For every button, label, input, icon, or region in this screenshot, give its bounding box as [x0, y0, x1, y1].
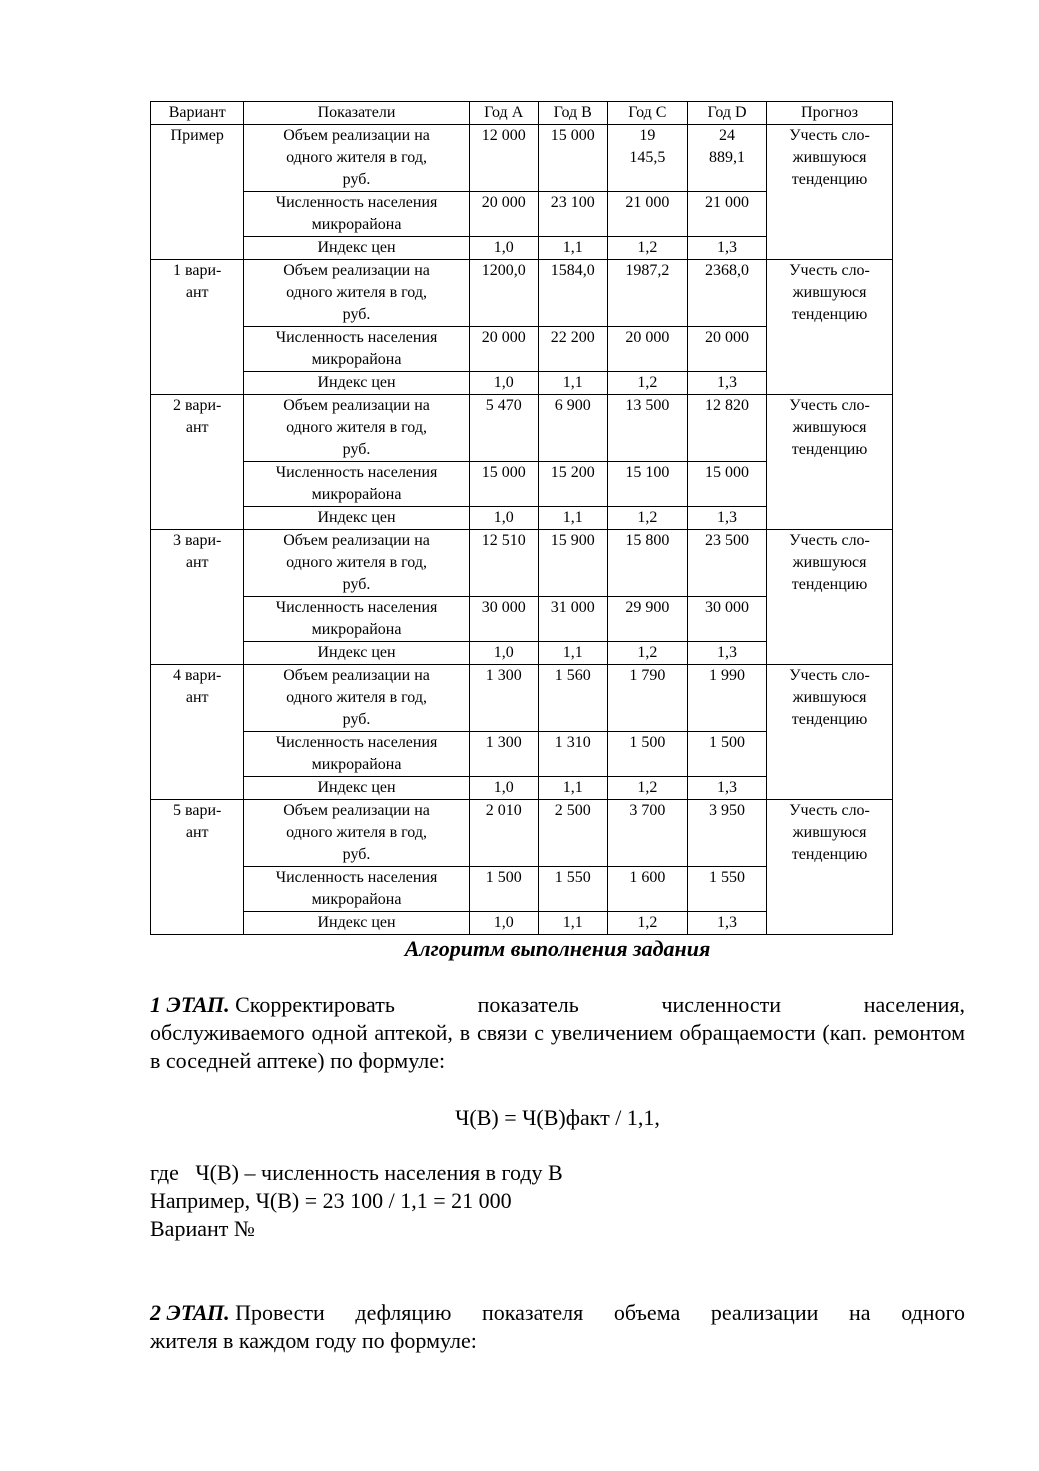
year-d-cell: 1 550: [687, 867, 766, 912]
indicator-cell: Индекс цен: [244, 372, 469, 395]
table-body: [151, 125, 893, 935]
year-b-cell: 22 200: [538, 327, 607, 372]
variants-table: [150, 101, 893, 935]
year-b-cell: 15 900: [538, 530, 607, 597]
table-row: [151, 665, 893, 732]
year-a-cell: 1 300: [469, 665, 538, 732]
header-year-d: Год D: [687, 102, 766, 125]
stage-2-word: дефляцию: [355, 1300, 452, 1325]
indicator-cell: Индекс цен: [244, 507, 469, 530]
indicator-cell: Объем реализации на одного жителя в год, руб.: [244, 665, 469, 732]
note-line: Вариант №: [150, 1216, 255, 1241]
forecast-cell: Учесть сло- жившуюся тенденцию: [767, 260, 893, 395]
stage-2-first-line: [150, 1299, 965, 1327]
table-row: [151, 800, 893, 867]
indicator-cell: Индекс цен: [244, 777, 469, 800]
year-d-cell: 24 889,1: [687, 125, 766, 192]
stage-1-first-line: [150, 991, 965, 1019]
note-line: Например, Ч(В) = 23 100 / 1,1 = 21 000: [150, 1188, 512, 1213]
year-a-cell: 1 300: [469, 732, 538, 777]
note-line: где Ч(В) – численность населения в году В: [150, 1160, 563, 1185]
year-a-cell: 30 000: [469, 597, 538, 642]
variant-cell: 2 вари- ант: [151, 395, 244, 530]
year-c-cell: 1987,2: [607, 260, 687, 327]
indicator-cell: Численность населения микрорайона: [244, 597, 469, 642]
stage-1-word: показатель: [477, 992, 579, 1017]
indicator-cell: Объем реализации на одного жителя в год, руб.: [244, 530, 469, 597]
year-b-cell: 1 310: [538, 732, 607, 777]
year-d-cell: 23 500: [687, 530, 766, 597]
stage-2-word: одного: [901, 1300, 965, 1325]
year-c-cell: 20 000: [607, 327, 687, 372]
variant-cell: 1 вари- ант: [151, 260, 244, 395]
header-year-b: Год B: [538, 102, 607, 125]
year-b-cell: 1,1: [538, 777, 607, 800]
year-d-cell: 1,3: [687, 912, 766, 935]
variant-cell: 5 вари- ант: [151, 800, 244, 935]
forecast-cell: Учесть сло- жившуюся тенденцию: [767, 665, 893, 800]
year-a-cell: 12 000: [469, 125, 538, 192]
year-a-cell: 1,0: [469, 507, 538, 530]
indicator-cell: Индекс цен: [244, 237, 469, 260]
year-c-cell: 3 700: [607, 800, 687, 867]
year-c-cell: 1,2: [607, 372, 687, 395]
year-b-cell: 1,1: [538, 372, 607, 395]
year-c-cell: 13 500: [607, 395, 687, 462]
year-d-cell: 15 000: [687, 462, 766, 507]
year-b-cell: 1,1: [538, 912, 607, 935]
year-c-cell: 1 600: [607, 867, 687, 912]
table-row: [151, 260, 893, 327]
formula-notes: [150, 1159, 965, 1243]
year-d-cell: 1,3: [687, 642, 766, 665]
stage-1-word: численности: [661, 992, 782, 1017]
variant-cell: 4 вари- ант: [151, 665, 244, 800]
year-b-cell: 15 200: [538, 462, 607, 507]
year-d-cell: 21 000: [687, 192, 766, 237]
year-a-cell: 1,0: [469, 777, 538, 800]
header-variant: Вариант: [151, 102, 244, 125]
indicator-cell: Численность населения микрорайона: [244, 462, 469, 507]
year-a-cell: 1,0: [469, 642, 538, 665]
stage-1-label: 1 ЭТАП.: [150, 992, 230, 1017]
year-d-cell: 1,3: [687, 372, 766, 395]
year-c-cell: 21 000: [607, 192, 687, 237]
year-c-cell: 1,2: [607, 777, 687, 800]
stage-2-paragraph: [150, 1299, 965, 1355]
stage-1-text: обслуживаемого одной аптекой, в связи с увеличением обращаемости (кап. ремонтом в соседней аптеке) по формуле:: [150, 1020, 965, 1073]
stage-1-word: Скорректировать: [235, 992, 395, 1017]
stage-2-label: 2 ЭТАП.: [150, 1300, 230, 1325]
indicator-cell: Индекс цен: [244, 912, 469, 935]
stage-2-word: на: [849, 1300, 871, 1325]
forecast-cell: Учесть сло- жившуюся тенденцию: [767, 395, 893, 530]
indicator-cell: Численность населения микрорайона: [244, 867, 469, 912]
table-row: [151, 125, 893, 192]
year-b-cell: 31 000: [538, 597, 607, 642]
indicator-cell: Объем реализации на одного жителя в год, руб.: [244, 800, 469, 867]
year-a-cell: 15 000: [469, 462, 538, 507]
table-row: [151, 395, 893, 462]
variant-cell: 3 вари- ант: [151, 530, 244, 665]
year-b-cell: 1584,0: [538, 260, 607, 327]
forecast-cell: Учесть сло- жившуюся тенденцию: [767, 125, 893, 260]
forecast-cell: Учесть сло- жившуюся тенденцию: [767, 530, 893, 665]
year-c-cell: 1 500: [607, 732, 687, 777]
year-c-cell: 1 790: [607, 665, 687, 732]
year-b-cell: 1 550: [538, 867, 607, 912]
stage-2-word: Провести: [235, 1300, 325, 1325]
stage-2-word: реализации: [710, 1300, 819, 1325]
year-a-cell: 5 470: [469, 395, 538, 462]
indicator-cell: Численность населения микрорайона: [244, 327, 469, 372]
year-b-cell: 15 000: [538, 125, 607, 192]
algorithm-heading: Алгоритм выполнения задания: [404, 936, 711, 961]
year-c-cell: 29 900: [607, 597, 687, 642]
year-d-cell: 1,3: [687, 507, 766, 530]
indicator-cell: Объем реализации на одного жителя в год, руб.: [244, 260, 469, 327]
stage-1-word: населения,: [863, 992, 965, 1017]
year-c-cell: 15 800: [607, 530, 687, 597]
header-forecast: Прогноз: [767, 102, 893, 125]
formula: Ч(В) = Ч(В)факт / 1,1,: [455, 1105, 660, 1130]
indicator-cell: Численность населения микрорайона: [244, 192, 469, 237]
year-d-cell: 12 820: [687, 395, 766, 462]
year-d-cell: 2368,0: [687, 260, 766, 327]
stage-2-word: показателя: [482, 1300, 584, 1325]
year-d-cell: 1 500: [687, 732, 766, 777]
year-d-cell: 1 990: [687, 665, 766, 732]
year-c-cell: 15 100: [607, 462, 687, 507]
year-a-cell: 1 500: [469, 867, 538, 912]
year-b-cell: 6 900: [538, 395, 607, 462]
year-b-cell: 1,1: [538, 642, 607, 665]
indicator-cell: Численность населения микрорайона: [244, 732, 469, 777]
header-indicators: Показатели: [244, 102, 469, 125]
year-c-cell: 1,2: [607, 237, 687, 260]
indicator-cell: Индекс цен: [244, 642, 469, 665]
year-a-cell: 1,0: [469, 237, 538, 260]
forecast-cell: Учесть сло- жившуюся тенденцию: [767, 800, 893, 935]
stage-1-paragraph: [150, 991, 965, 1075]
table-header-row: [151, 102, 893, 125]
table-row: [151, 530, 893, 597]
year-a-cell: 20 000: [469, 327, 538, 372]
header-year-a: Год A: [469, 102, 538, 125]
year-a-cell: 1,0: [469, 372, 538, 395]
year-d-cell: 20 000: [687, 327, 766, 372]
year-d-cell: 30 000: [687, 597, 766, 642]
stage-2-text: жителя в каждом году по формуле:: [150, 1328, 477, 1353]
year-b-cell: 1,1: [538, 507, 607, 530]
year-b-cell: 23 100: [538, 192, 607, 237]
year-d-cell: 1,3: [687, 237, 766, 260]
indicator-cell: Объем реализации на одного жителя в год, руб.: [244, 395, 469, 462]
year-c-cell: 1,2: [607, 642, 687, 665]
year-a-cell: 1,0: [469, 912, 538, 935]
year-a-cell: 2 010: [469, 800, 538, 867]
variant-cell: Пример: [151, 125, 244, 260]
year-a-cell: 12 510: [469, 530, 538, 597]
year-b-cell: 1,1: [538, 237, 607, 260]
year-a-cell: 1200,0: [469, 260, 538, 327]
year-c-cell: 1,2: [607, 912, 687, 935]
year-b-cell: 1 560: [538, 665, 607, 732]
stage-2-word: объема: [613, 1300, 681, 1325]
year-c-cell: 19 145,5: [607, 125, 687, 192]
year-c-cell: 1,2: [607, 507, 687, 530]
year-d-cell: 1,3: [687, 777, 766, 800]
indicator-cell: Объем реализации на одного жителя в год, руб.: [244, 125, 469, 192]
year-d-cell: 3 950: [687, 800, 766, 867]
header-year-c: Год C: [607, 102, 687, 125]
year-a-cell: 20 000: [469, 192, 538, 237]
year-b-cell: 2 500: [538, 800, 607, 867]
